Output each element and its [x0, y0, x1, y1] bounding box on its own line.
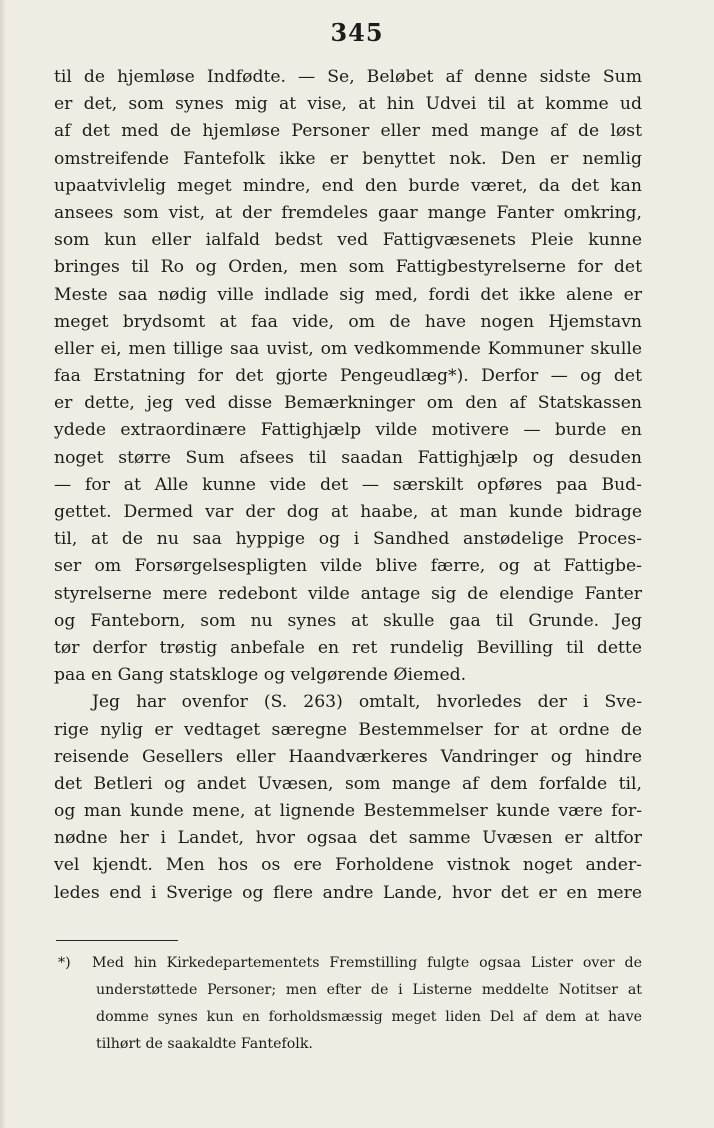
footnote-line: understøttede Personer; men efter de i Listerne meddelte Notitser at	[96, 982, 642, 998]
text-line: Meste saa nødig ville indlade sig med, fordi det ikke alene er	[54, 284, 642, 305]
text-line: vel kjendt. Men hos os ere Forholdene vistnok noget ander-	[54, 855, 642, 876]
text-line: bringes til Ro og Orden, men som Fattigbestyrelserne for det	[54, 257, 642, 278]
text-line: ansees som vist, at der fremdeles gaar mange Fanter omkring,	[54, 202, 642, 223]
text-line: paa en Gang statskloge og velgørende Øiemed.	[54, 665, 467, 686]
text-line: ydede extraordinære Fattighjælp vilde motivere — burde en	[54, 420, 642, 441]
text-line: rige nylig er vedtaget særegne Bestemmelser for at ordne de	[54, 719, 642, 740]
text-line: er dette, jeg ved disse Bemærkninger om den af Statskassen	[54, 393, 642, 414]
text-line: meget brydsomt at faa vide, om de have nogen Hjemstavn	[54, 311, 642, 332]
text-line: som kun eller ialfald bedst ved Fattigvæsenets Pleie kunne	[54, 230, 642, 251]
text-line: det Betleri og andet Uvæsen, som mange af dem forfalde til,	[54, 773, 642, 794]
footnote-marker: *)	[58, 955, 71, 971]
page-edge-shadow	[0, 0, 6, 1128]
text-line: er det, som synes mig at vise, at hin Udvei til at komme ud	[54, 94, 642, 115]
page-number: 345	[330, 18, 384, 47]
text-line: til, at de nu saa hyppige og i Sandhed anstødelige Proces-	[54, 529, 642, 550]
footnote-line	[58, 950, 642, 977]
body-text	[54, 64, 642, 907]
text-line: og man kunde mene, at lignende Bestemmelser kunde være for-	[54, 801, 642, 822]
text-line: til de hjemløse Indfødte. — Se, Beløbet af denne sidste Sum	[54, 67, 642, 87]
footnote-text: Med hin Kirkedepartementets Fremstilling fulgte ogsaa Lister over de	[92, 955, 642, 971]
text-line: Jeg har ovenfor (S. 263) omtalt, hvorledes der i Sve-	[92, 692, 642, 713]
text-line: ledes end i Sverige og flere andre Lande, hvor det er en mere	[54, 882, 642, 903]
text-line: af det med de hjemløse Personer eller med mange af de løst	[54, 121, 642, 142]
text-line: og Fanteborn, som nu synes at skulle gaa til Grunde. Jeg	[54, 610, 642, 631]
footnote-divider	[56, 940, 178, 941]
footnote-line: domme synes kun en forholdsmæssig meget liden Del af dem at have	[96, 1009, 642, 1025]
text-line: noget større Sum afsees til saadan Fattighjælp og desuden	[54, 447, 642, 468]
text-line: tør derfor trøstig anbefale en ret rundelig Bevilling til dette	[54, 637, 642, 658]
text-line: faa Erstatning for det gjorte Pengeudlæg*). Derfor — og det	[54, 366, 642, 387]
text-line: nødne her i Landet, hvor ogsaa det samme Uvæsen er altfor	[54, 828, 642, 849]
text-line: styrelserne mere redebont vilde antage sig de elendige Fanter	[54, 583, 642, 604]
text-line: ser om Forsørgelsespligten vilde blive færre, og at Fattigbe-	[54, 556, 642, 577]
text-line: omstreifende Fantefolk ikke er benyttet nok. Den er nemlig	[54, 148, 642, 169]
footnote-line: tilhørt de saakaldte Fantefolk.	[96, 1036, 313, 1052]
text-line: reisende Gesellers eller Haandværkeres Vandringer og hindre	[54, 746, 642, 767]
text-line: — for at Alle kunne vide det — særskilt opføres paa Bud-	[54, 474, 642, 495]
footnote	[58, 950, 642, 1058]
text-line: eller ei, men tillige saa uvist, om vedkommende Kommuner skulle	[54, 338, 642, 359]
text-line: gettet. Dermed var der dog at haabe, at man kunde bidrage	[54, 502, 642, 522]
text-line: upaatvivlelig meget mindre, end den burde været, da det kan	[54, 175, 642, 196]
